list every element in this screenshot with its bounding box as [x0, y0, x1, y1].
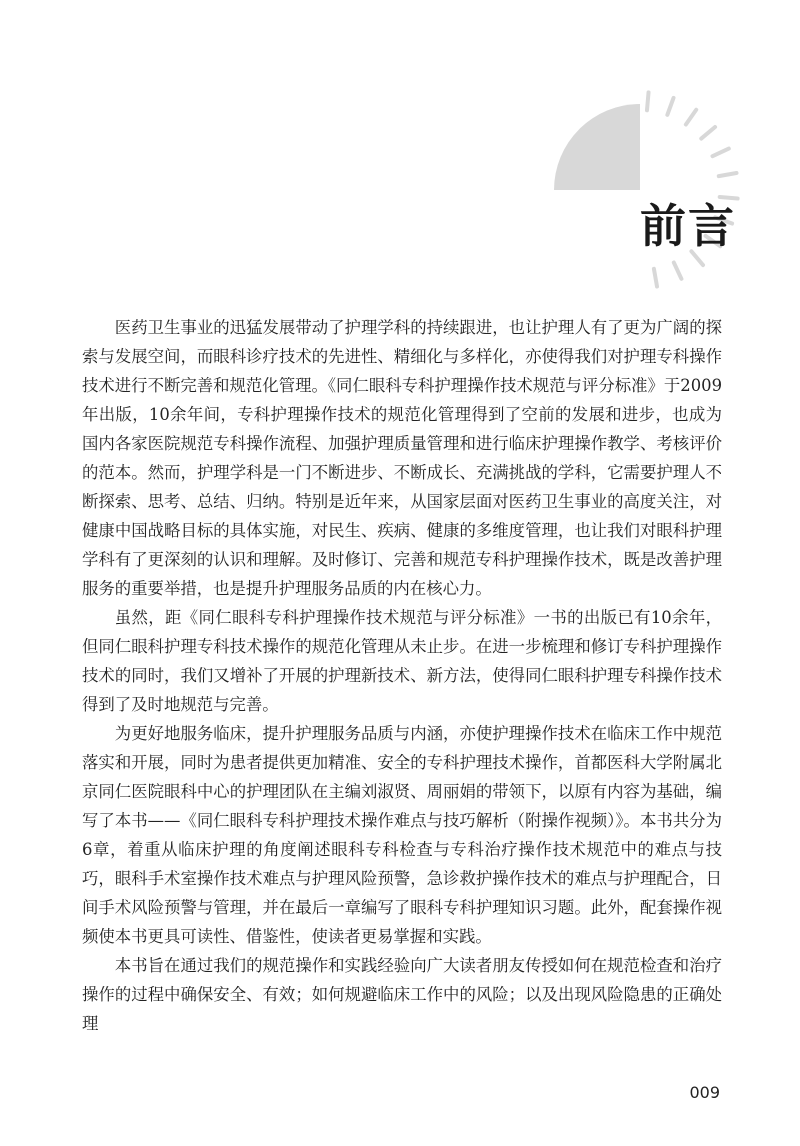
dial-tick: [654, 269, 657, 287]
dial-tick: [686, 110, 696, 125]
paragraph: 为更好地服务临床，提升护理服务品质与内涵，亦使护理操作技术在临床工作中规范落实和开展，同时为患者提供更加精准、安全的专科护理技术操作，首都医科大学附属北京同仁医院眼科中心的护理团队在主编刘淑贤、周丽娟的带领下，以原有内容为基础，编写了本书——《同仁眼科专科护理技术操作难点与技巧解析（附操作视频）》。本书共分为6章，着重从临床护理的角度阐述眼科专科检查与专科治疗操作技术规范中的难点与技巧，眼科手术室操作技术难点与护理风险预警，急诊救护操作技术的难点与护理配合，日间手术风险预警与管理，并在最后一章编写了眼科专科护理知识习题。此外，配套操作视频使本书更具可读性、借鉴性，使读者更易掌握和实践。: [82, 724, 722, 946]
page-title: 前言: [640, 199, 736, 253]
dial-tick: [701, 127, 715, 139]
dial-wedge: [554, 104, 640, 190]
dial-tick: [674, 263, 682, 279]
paragraph: 虽然，距《同仁眼科专科护理操作技术规范与评分标准》一书的出版已有10余年，但同仁眼科护理专科技术操作的规范化管理从未止步。在进一步梳理和修订专科护理操作技术的同时，我们又增补了开展的护理新技术、新方法，使得同仁眼科护理专科操作技术得到了及时地规范与完善。: [82, 608, 722, 714]
paragraph: 医药卫生事业的迅猛发展带动了护理学科的持续跟进，也让护理人有了更为广阔的探索与发展空间，而眼科诊疗技术的先进性、精细化与多样化，亦使得我们对护理专科操作技术进行不断完善和规范化管理。《同仁眼科专科护理操作技术规范与评分标准》于2009年出版，10余年间，专科护理操作技术的规范化管理得到了空前的发展和进步，也成为国内各家医院规范专科操作流程、加强护理质量管理和进行临床护理操作教学、考核评价的范本。然而，护理学科是一门不断进步、不断成长、充满挑战的学科，它需要护理人不断探索、思考、总结、归纳。特别是近年来，从国家层面对医药卫生事业的高度关注，对健康中国战略目标的具体实施，对民生、疾病、健康的多维度管理，也让我们对眼科护理学科有了更深刻的认识和理解。及时修订、完善和规范专科护理操作技术，既是改善护理服务的重要举措，也是提升护理服务品质的内在核心力。: [82, 318, 722, 598]
dial-tick: [667, 98, 673, 115]
paragraph: 本书旨在通过我们的规范操作和实践经验向广大读者朋友传授如何在规范检查和治疗操作的过程中确保安全、有效；如何规避临床工作中的风险；以及出现风险隐患的正确处理: [82, 956, 722, 1033]
preface-body: [82, 313, 722, 1038]
page-number: 009: [689, 1083, 720, 1102]
dial-tick: [647, 92, 649, 110]
dial-tick: [713, 149, 729, 157]
dial-tick: [719, 173, 737, 176]
